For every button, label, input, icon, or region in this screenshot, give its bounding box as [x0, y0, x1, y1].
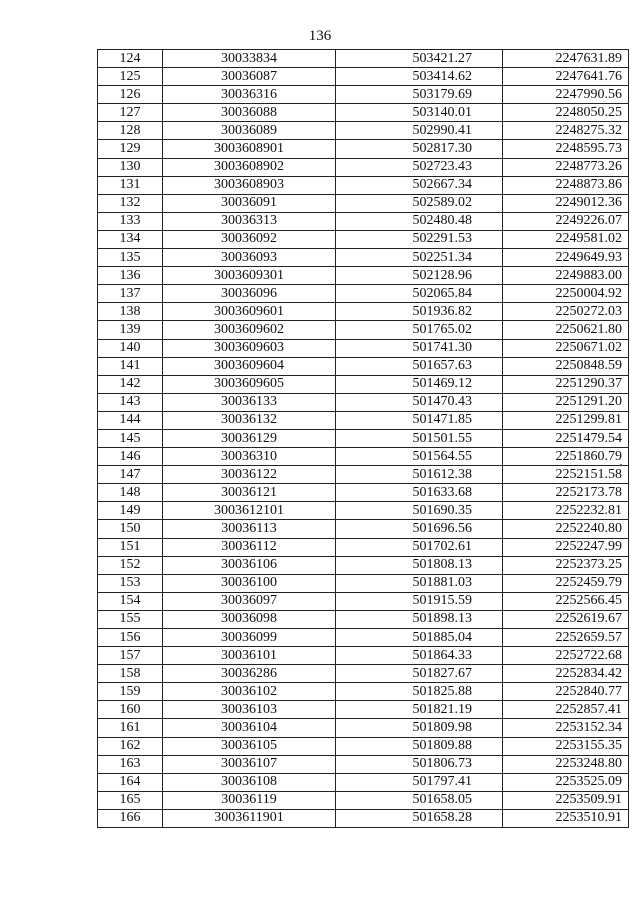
x-coordinate-cell: 502128.96	[336, 267, 503, 285]
x-coordinate-cell: 501825.88	[336, 683, 503, 701]
table-body	[98, 50, 629, 828]
x-coordinate-cell: 501741.30	[336, 339, 503, 357]
y-coordinate-cell: 2252834.42	[503, 665, 629, 683]
table-row	[98, 429, 629, 447]
coordinates-table	[97, 49, 629, 828]
row-number-cell: 142	[98, 375, 163, 393]
row-number-cell: 136	[98, 267, 163, 285]
row-number-cell: 155	[98, 610, 163, 628]
table-row	[98, 701, 629, 719]
table-row	[98, 592, 629, 610]
row-number-cell: 150	[98, 520, 163, 538]
point-id-cell: 30036106	[163, 556, 336, 574]
table-row	[98, 285, 629, 303]
y-coordinate-cell: 2251299.81	[503, 411, 629, 429]
point-id-cell: 3003608903	[163, 176, 336, 194]
table-row	[98, 176, 629, 194]
y-coordinate-cell: 2252840.77	[503, 683, 629, 701]
row-number-cell: 130	[98, 158, 163, 176]
x-coordinate-cell: 502480.48	[336, 212, 503, 230]
x-coordinate-cell: 502723.43	[336, 158, 503, 176]
table-row	[98, 520, 629, 538]
y-coordinate-cell: 2249581.02	[503, 230, 629, 248]
y-coordinate-cell: 2248595.73	[503, 140, 629, 158]
row-number-cell: 137	[98, 285, 163, 303]
y-coordinate-cell: 2248275.32	[503, 122, 629, 140]
row-number-cell: 134	[98, 230, 163, 248]
table-row	[98, 357, 629, 375]
row-number-cell: 140	[98, 339, 163, 357]
point-id-cell: 30036091	[163, 194, 336, 212]
y-coordinate-cell: 2249226.07	[503, 212, 629, 230]
point-id-cell: 30036088	[163, 104, 336, 122]
row-number-cell: 158	[98, 665, 163, 683]
x-coordinate-cell: 501658.28	[336, 809, 503, 827]
table-row	[98, 809, 629, 827]
x-coordinate-cell: 501765.02	[336, 321, 503, 339]
point-id-cell: 30036099	[163, 629, 336, 647]
table-row	[98, 267, 629, 285]
y-coordinate-cell: 2253248.80	[503, 755, 629, 773]
point-id-cell: 3003611901	[163, 809, 336, 827]
table-row	[98, 683, 629, 701]
table-row	[98, 665, 629, 683]
x-coordinate-cell: 501821.19	[336, 701, 503, 719]
point-id-cell: 30036316	[163, 86, 336, 104]
row-number-cell: 127	[98, 104, 163, 122]
row-number-cell: 146	[98, 448, 163, 466]
table-row	[98, 791, 629, 809]
row-number-cell: 166	[98, 809, 163, 827]
point-id-cell: 30036313	[163, 212, 336, 230]
point-id-cell: 3003609301	[163, 267, 336, 285]
point-id-cell: 3003609603	[163, 339, 336, 357]
table-row	[98, 212, 629, 230]
row-number-cell: 163	[98, 755, 163, 773]
row-number-cell: 129	[98, 140, 163, 158]
y-coordinate-cell: 2251291.20	[503, 393, 629, 411]
y-coordinate-cell: 2252232.81	[503, 502, 629, 520]
row-number-cell: 152	[98, 556, 163, 574]
table-row	[98, 104, 629, 122]
row-number-cell: 156	[98, 629, 163, 647]
point-id-cell: 3003608902	[163, 158, 336, 176]
row-number-cell: 154	[98, 592, 163, 610]
x-coordinate-cell: 501808.13	[336, 556, 503, 574]
table-row	[98, 321, 629, 339]
y-coordinate-cell: 2249649.93	[503, 249, 629, 267]
x-coordinate-cell: 503179.69	[336, 86, 503, 104]
table-row	[98, 629, 629, 647]
y-coordinate-cell: 2252240.80	[503, 520, 629, 538]
x-coordinate-cell: 501658.05	[336, 791, 503, 809]
x-coordinate-cell: 502065.84	[336, 285, 503, 303]
point-id-cell: 30036108	[163, 773, 336, 791]
point-id-cell: 30036104	[163, 719, 336, 737]
point-id-cell: 30036129	[163, 429, 336, 447]
y-coordinate-cell: 2250004.92	[503, 285, 629, 303]
table-row	[98, 755, 629, 773]
point-id-cell: 30036105	[163, 737, 336, 755]
y-coordinate-cell: 2252173.78	[503, 484, 629, 502]
x-coordinate-cell: 501470.43	[336, 393, 503, 411]
x-coordinate-cell: 501471.85	[336, 411, 503, 429]
row-number-cell: 147	[98, 466, 163, 484]
table-row	[98, 484, 629, 502]
x-coordinate-cell: 501469.12	[336, 375, 503, 393]
x-coordinate-cell: 501501.55	[336, 429, 503, 447]
point-id-cell: 30036096	[163, 285, 336, 303]
table-row	[98, 303, 629, 321]
point-id-cell: 30036107	[163, 755, 336, 773]
x-coordinate-cell: 501864.33	[336, 647, 503, 665]
row-number-cell: 141	[98, 357, 163, 375]
x-coordinate-cell: 501690.35	[336, 502, 503, 520]
scan-speck	[620, 464, 622, 466]
x-coordinate-cell: 502990.41	[336, 122, 503, 140]
point-id-cell: 30036132	[163, 411, 336, 429]
y-coordinate-cell: 2252151.58	[503, 466, 629, 484]
table-row	[98, 68, 629, 86]
table-row	[98, 538, 629, 556]
point-id-cell: 30036121	[163, 484, 336, 502]
x-coordinate-cell: 502667.34	[336, 176, 503, 194]
row-number-cell: 132	[98, 194, 163, 212]
x-coordinate-cell: 501898.13	[336, 610, 503, 628]
table-row	[98, 249, 629, 267]
point-id-cell: 30036093	[163, 249, 336, 267]
x-coordinate-cell: 503140.01	[336, 104, 503, 122]
y-coordinate-cell: 2248050.25	[503, 104, 629, 122]
table-row	[98, 737, 629, 755]
x-coordinate-cell: 501696.56	[336, 520, 503, 538]
x-coordinate-cell: 501797.41	[336, 773, 503, 791]
row-number-cell: 138	[98, 303, 163, 321]
x-coordinate-cell: 502817.30	[336, 140, 503, 158]
point-id-cell: 3003609602	[163, 321, 336, 339]
y-coordinate-cell: 2253155.35	[503, 737, 629, 755]
point-id-cell: 30036089	[163, 122, 336, 140]
y-coordinate-cell: 2252247.99	[503, 538, 629, 556]
row-number-cell: 164	[98, 773, 163, 791]
point-id-cell: 30036113	[163, 520, 336, 538]
y-coordinate-cell: 2252459.79	[503, 574, 629, 592]
x-coordinate-cell: 502291.53	[336, 230, 503, 248]
table-row	[98, 140, 629, 158]
x-coordinate-cell: 501633.68	[336, 484, 503, 502]
table-row	[98, 50, 629, 68]
row-number-cell: 139	[98, 321, 163, 339]
y-coordinate-cell: 2249012.36	[503, 194, 629, 212]
y-coordinate-cell: 2247990.56	[503, 86, 629, 104]
x-coordinate-cell: 503414.62	[336, 68, 503, 86]
table-row	[98, 502, 629, 520]
table-row	[98, 122, 629, 140]
x-coordinate-cell: 501936.82	[336, 303, 503, 321]
y-coordinate-cell: 2252373.25	[503, 556, 629, 574]
table-row	[98, 610, 629, 628]
y-coordinate-cell: 2248773.26	[503, 158, 629, 176]
row-number-cell: 145	[98, 429, 163, 447]
x-coordinate-cell: 501612.38	[336, 466, 503, 484]
y-coordinate-cell: 2251290.37	[503, 375, 629, 393]
table-row	[98, 158, 629, 176]
y-coordinate-cell: 2247641.76	[503, 68, 629, 86]
table-row	[98, 773, 629, 791]
y-coordinate-cell: 2250621.80	[503, 321, 629, 339]
point-id-cell: 3003609605	[163, 375, 336, 393]
y-coordinate-cell: 2250671.02	[503, 339, 629, 357]
y-coordinate-cell: 2248873.86	[503, 176, 629, 194]
point-id-cell: 30033834	[163, 50, 336, 68]
y-coordinate-cell: 2252619.67	[503, 610, 629, 628]
point-id-cell: 30036101	[163, 647, 336, 665]
x-coordinate-cell: 501806.73	[336, 755, 503, 773]
row-number-cell: 149	[98, 502, 163, 520]
x-coordinate-cell: 501915.59	[336, 592, 503, 610]
x-coordinate-cell: 501827.67	[336, 665, 503, 683]
point-id-cell: 3003609604	[163, 357, 336, 375]
row-number-cell: 165	[98, 791, 163, 809]
y-coordinate-cell: 2247631.89	[503, 50, 629, 68]
table-row	[98, 411, 629, 429]
y-coordinate-cell: 2253525.09	[503, 773, 629, 791]
point-id-cell: 3003608901	[163, 140, 336, 158]
point-id-cell: 30036087	[163, 68, 336, 86]
point-id-cell: 30036092	[163, 230, 336, 248]
row-number-cell: 157	[98, 647, 163, 665]
y-coordinate-cell: 2252722.68	[503, 647, 629, 665]
point-id-cell: 3003612101	[163, 502, 336, 520]
x-coordinate-cell: 503421.27	[336, 50, 503, 68]
table-row	[98, 86, 629, 104]
y-coordinate-cell: 2250272.03	[503, 303, 629, 321]
table-row	[98, 574, 629, 592]
row-number-cell: 128	[98, 122, 163, 140]
x-coordinate-cell: 501564.55	[336, 448, 503, 466]
point-id-cell: 30036112	[163, 538, 336, 556]
point-id-cell: 30036100	[163, 574, 336, 592]
point-id-cell: 30036098	[163, 610, 336, 628]
x-coordinate-cell: 502589.02	[336, 194, 503, 212]
table-row	[98, 393, 629, 411]
row-number-cell: 162	[98, 737, 163, 755]
row-number-cell: 151	[98, 538, 163, 556]
point-id-cell: 30036310	[163, 448, 336, 466]
row-number-cell: 159	[98, 683, 163, 701]
row-number-cell: 148	[98, 484, 163, 502]
y-coordinate-cell: 2251860.79	[503, 448, 629, 466]
point-id-cell: 30036286	[163, 665, 336, 683]
x-coordinate-cell: 502251.34	[336, 249, 503, 267]
point-id-cell: 30036102	[163, 683, 336, 701]
row-number-cell: 143	[98, 393, 163, 411]
point-id-cell: 30036133	[163, 393, 336, 411]
y-coordinate-cell: 2252566.45	[503, 592, 629, 610]
table-row	[98, 466, 629, 484]
y-coordinate-cell: 2253509.91	[503, 791, 629, 809]
page-number: 136	[308, 28, 332, 44]
row-number-cell: 131	[98, 176, 163, 194]
point-id-cell: 30036122	[163, 466, 336, 484]
table-row	[98, 719, 629, 737]
row-number-cell: 124	[98, 50, 163, 68]
table-row	[98, 339, 629, 357]
y-coordinate-cell: 2251479.54	[503, 429, 629, 447]
row-number-cell: 153	[98, 574, 163, 592]
y-coordinate-cell: 2253510.91	[503, 809, 629, 827]
row-number-cell: 144	[98, 411, 163, 429]
x-coordinate-cell: 501881.03	[336, 574, 503, 592]
table-row	[98, 556, 629, 574]
row-number-cell: 125	[98, 68, 163, 86]
x-coordinate-cell: 501809.88	[336, 737, 503, 755]
x-coordinate-cell: 501885.04	[336, 629, 503, 647]
y-coordinate-cell: 2249883.00	[503, 267, 629, 285]
x-coordinate-cell: 501702.61	[336, 538, 503, 556]
table-row	[98, 448, 629, 466]
x-coordinate-cell: 501809.98	[336, 719, 503, 737]
row-number-cell: 126	[98, 86, 163, 104]
point-id-cell: 30036103	[163, 701, 336, 719]
row-number-cell: 161	[98, 719, 163, 737]
table-row	[98, 375, 629, 393]
table-row	[98, 194, 629, 212]
y-coordinate-cell: 2252659.57	[503, 629, 629, 647]
point-id-cell: 30036097	[163, 592, 336, 610]
y-coordinate-cell: 2250848.59	[503, 357, 629, 375]
y-coordinate-cell: 2253152.34	[503, 719, 629, 737]
y-coordinate-cell: 2252857.41	[503, 701, 629, 719]
point-id-cell: 30036119	[163, 791, 336, 809]
row-number-cell: 135	[98, 249, 163, 267]
point-id-cell: 3003609601	[163, 303, 336, 321]
table-row	[98, 230, 629, 248]
row-number-cell: 133	[98, 212, 163, 230]
x-coordinate-cell: 501657.63	[336, 357, 503, 375]
row-number-cell: 160	[98, 701, 163, 719]
table-row	[98, 647, 629, 665]
